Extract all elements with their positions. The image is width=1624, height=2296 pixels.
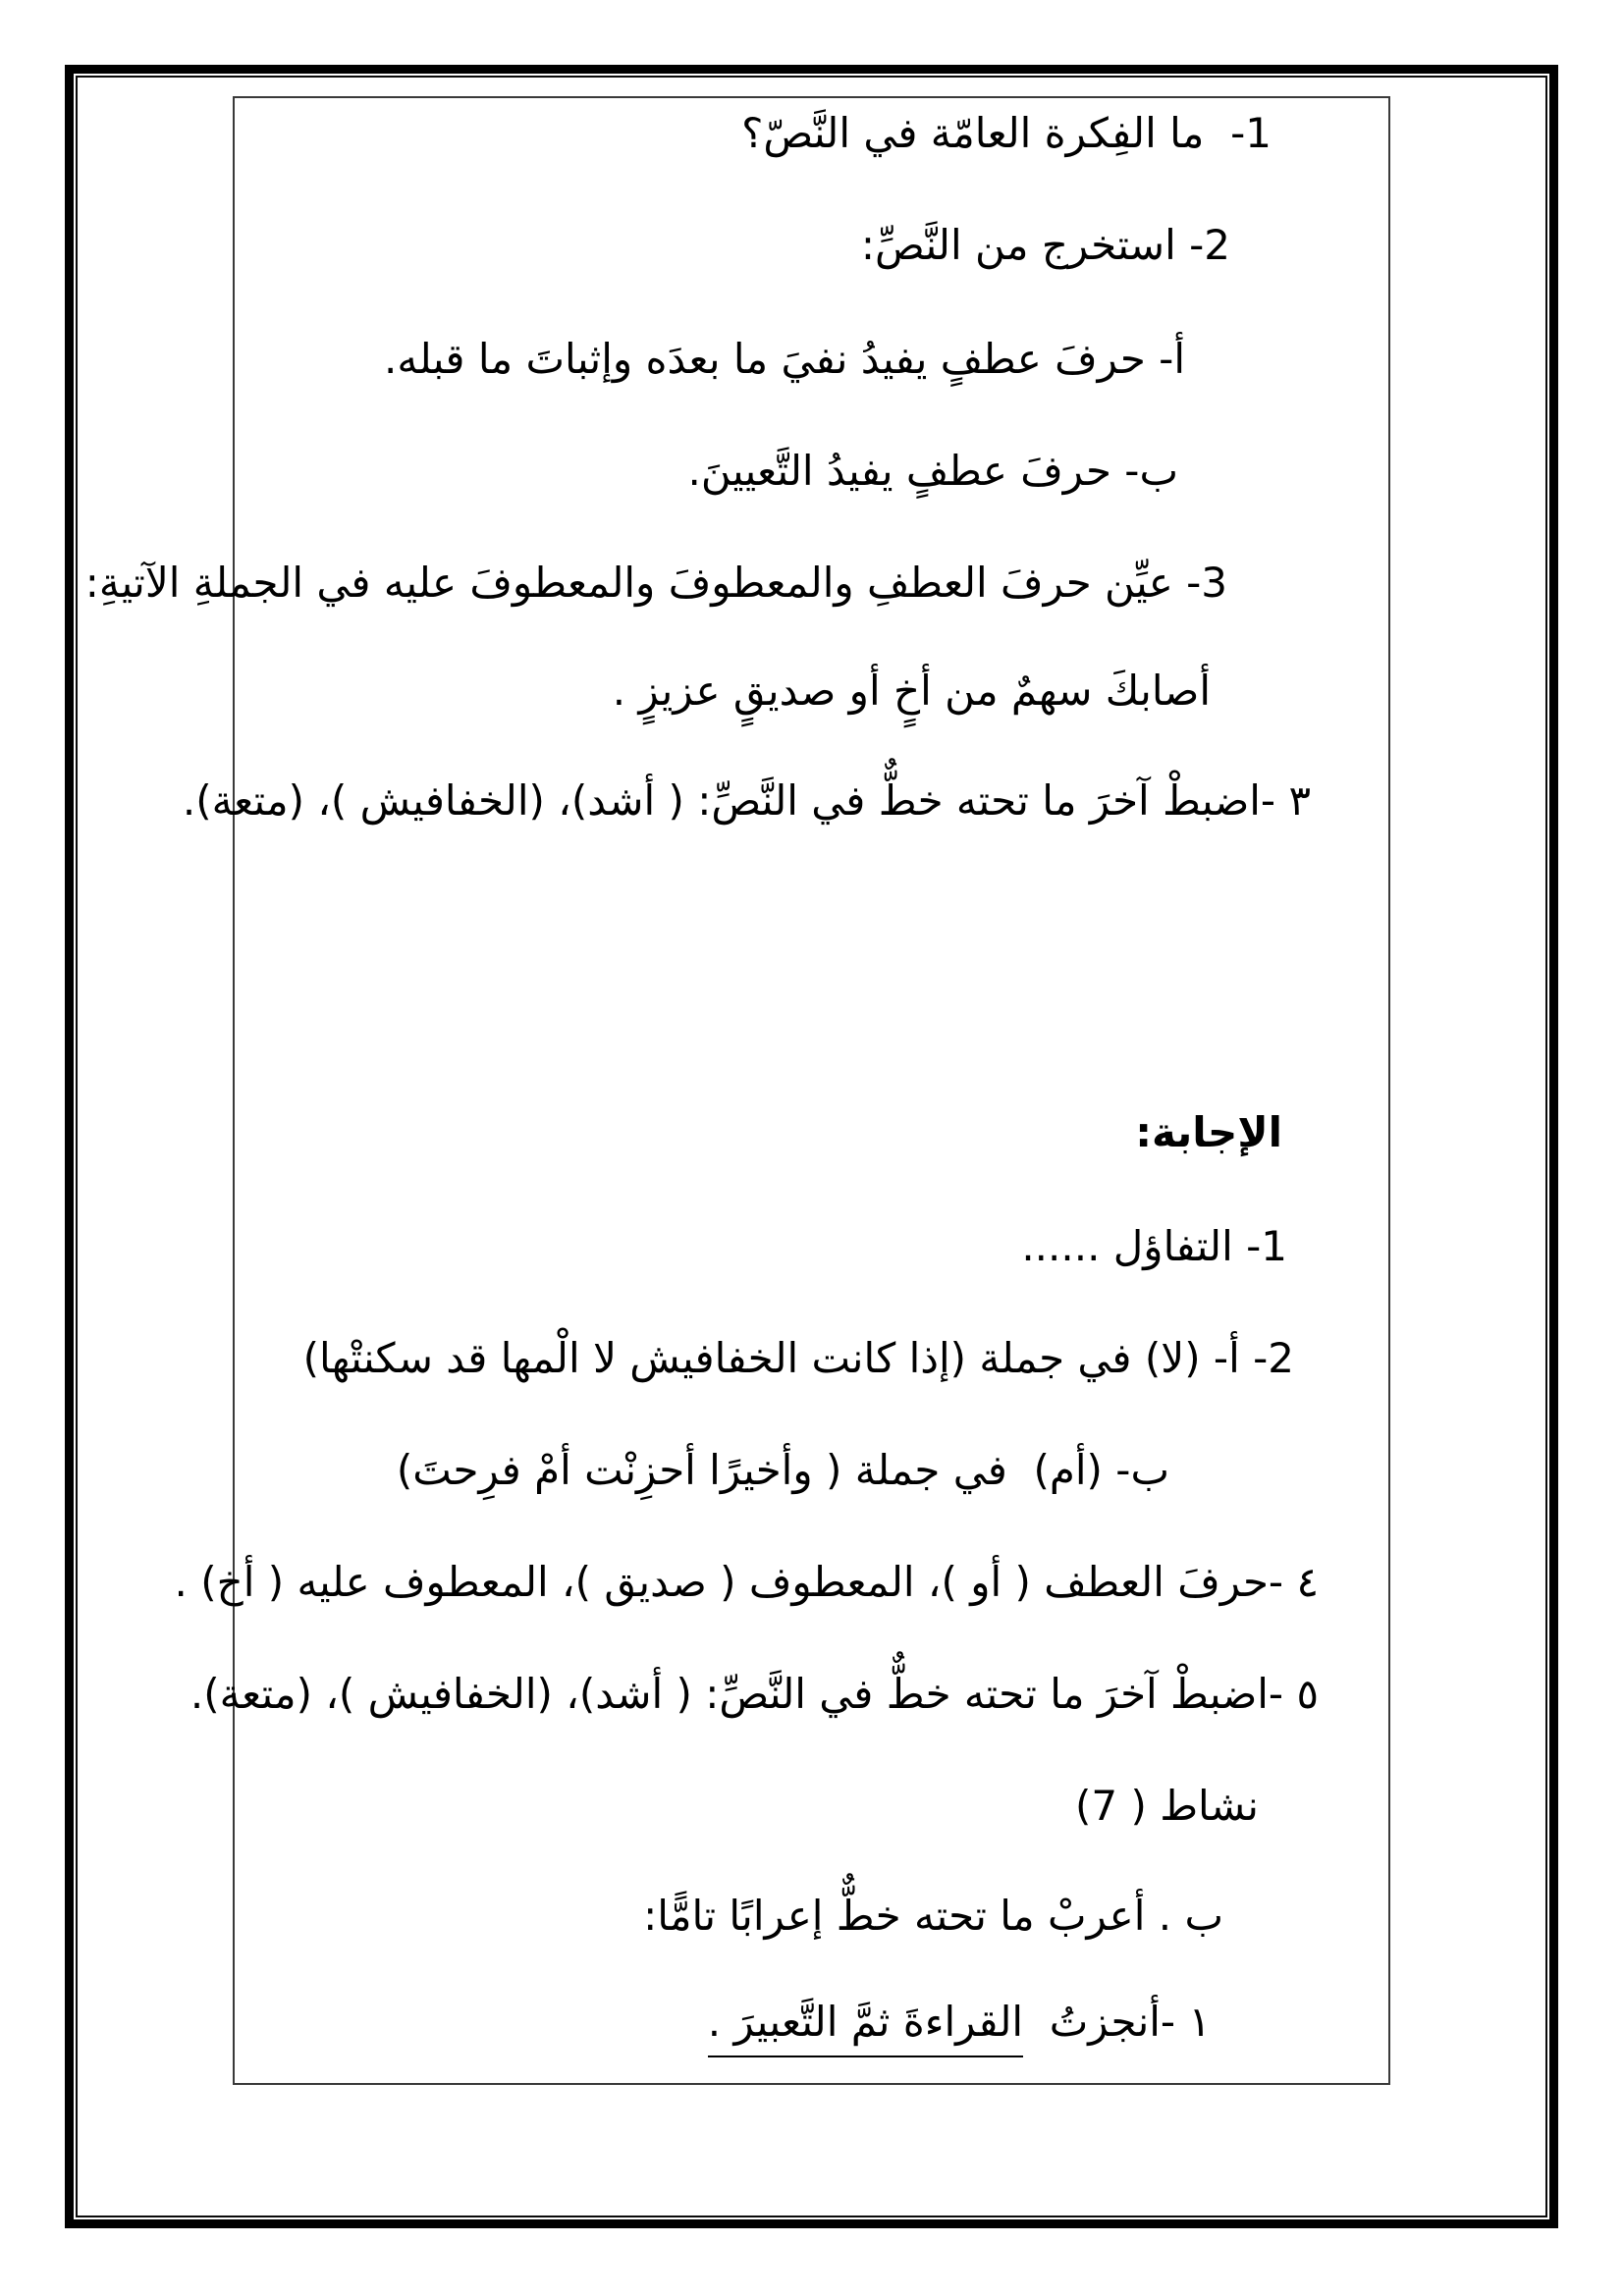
content-box	[84, 96, 1390, 2085]
question-2-item-b: ب- حرفَ عطفٍ يفيدُ التَّعيينَ.	[687, 447, 1178, 495]
question-2-item-a: أ- حرفَ عطفٍ يفيدُ نفيَ ما بعدَه وإثباتَ ما قبله.	[383, 335, 1185, 383]
question-2: 2- استخرج من النَّصِّ:	[860, 221, 1230, 269]
question-3: 3- عيِّن حرفَ العطفِ والمعطوفَ والمعطوفَ عليه في الجملةِ الآتيةِ:	[84, 559, 1227, 607]
activity-item-prefix: ١ -أنجزتُ	[1023, 1998, 1211, 2046]
answer-4: ٤ -حرفَ العطف ( أو )، المعطوف ( صديق )، المعطوف عليه ( أخ) .	[174, 1558, 1319, 1606]
activity-item	[708, 1995, 1211, 2051]
activity-item-underlined-phrase: القراءةَ ثمَّ التَّعبيرَ .	[708, 1998, 1023, 2057]
question-3-sentence: أصابكَ سهمٌ من أخٍ أو صديقٍ عزيزٍ .	[612, 667, 1211, 715]
question-4: ٣ -اضبطْ آخرَ ما تحته خطٌّ في النَّصِّ: ( أشد)، (الخفافيش )، (متعة).	[182, 776, 1311, 825]
question-1: 1- ما الفِكرة العامّة في النَّصّ؟	[741, 109, 1272, 157]
activity-title: نشاط ( 7)	[1074, 1782, 1259, 1830]
answer-2-item-b: ب- (أم) في جملة ( وأخيرًا أحزِنْت أمْ فرِحتَ)	[396, 1446, 1169, 1494]
answer-5: ٥ -اضبطْ آخرَ ما تحته خطٌّ في النَّصِّ: ( أشد)، (الخفافيش )، (متعة).	[189, 1670, 1319, 1718]
answer-2-item-a: 2- أ- (لا) في جملة (إذا كانت الخفافيش لا الْمها قد سكنتْها)	[302, 1334, 1294, 1382]
answers-heading: الإجابة:	[1135, 1108, 1282, 1156]
answer-1: 1- التفاؤل ......	[1021, 1222, 1287, 1270]
activity-instruction: ب . أعربْ ما تحته خطٌّ إعرابًا تامًّا:	[643, 1892, 1223, 1940]
